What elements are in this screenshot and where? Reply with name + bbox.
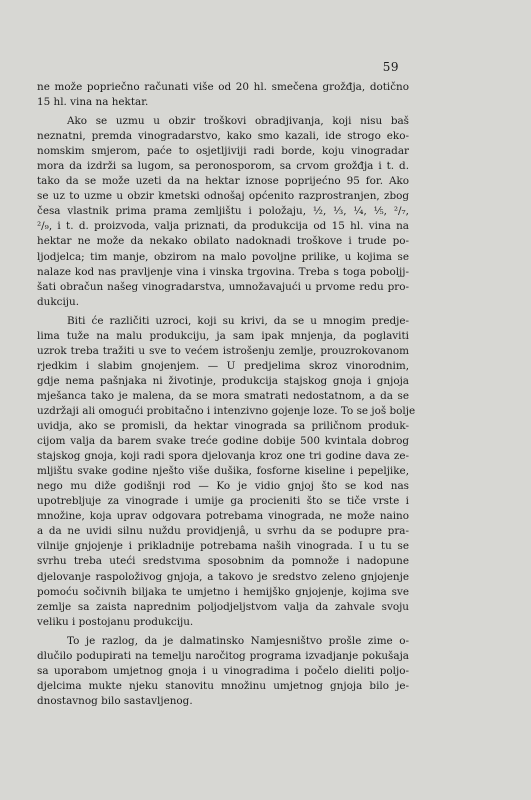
text-line: vilnije gnjojenje i prikladnije potrebama naših vinograda. I u tu se: [37, 540, 409, 553]
paragraph: [37, 80, 409, 110]
text-line: lima tuže na malu produkciju, ja sam ipak mnjenja, da poglaviti: [37, 329, 409, 342]
text-line: ne može popriečno računati više od 20 hl. smečena grožđja, dotično: [37, 81, 409, 93]
text-line: gdje nema pašnjaka ni životinje, produkcija stajskog gnoja i gnjoja: [37, 374, 409, 387]
text-line: nomskim smjerom, paće to osjetljiviji radi borde, koju vinogradar: [37, 145, 409, 158]
body-text: [37, 80, 416, 709]
text-line: šati obračun našeg vinogradarstva, umnožavajući u prvome redu pro-: [37, 280, 409, 293]
text-line: svrhu treba uteći sredstvıma sposobnim da pomnože i nadopune: [37, 555, 409, 568]
text-line: stajskog gnoja, koji radi spora djelovanja kroz one tri godine dava ze-: [37, 450, 409, 463]
text-line: neznatni, premda vinogradarstvo, kako smo kazali, ide strogo eko-: [37, 130, 409, 143]
text-line: dlučilo podupirati na temelju naročitog programa izvadjanje pokušaja: [37, 649, 409, 662]
text-line: česa vlastnik prima prama zemljištu i položaju, ½, ⅓, ¼, ⅕, ²/₇,: [37, 205, 409, 218]
text-line: pomoću sočivnih biljaka te umjetno i hemijško gnjojenje, kojima sve: [37, 585, 409, 598]
text-line: uzdržaji ali omogući probitačno i intenzivno gojenje loze. To se još bolje: [37, 404, 416, 417]
text-line: se uz to uzme u obzir kmetski odnošaj općenito razprostranjen, zbog: [37, 190, 409, 203]
paragraph: [37, 314, 416, 630]
text-line: veliku i postojanu produkciju.: [37, 615, 194, 628]
text-line: cijom valja da barem svake treće godine dobije 500 kvintala dobrog: [37, 435, 409, 448]
text-line: To je razlog, da je dalmatinsko Namjesništvo prošle zime o-: [67, 634, 409, 647]
text-line: dukciju.: [37, 295, 79, 308]
text-line: sa uporabom umjetnog gnoja i u vinogradima i počelo dieliti poljo-: [37, 664, 409, 677]
text-line: hektar ne može da nekako obilato nadoknadi troškove i trude po-: [37, 235, 409, 248]
text-line: nego mu diže godišnji rod — Ko je vidio gnjoj što se kod nas: [37, 480, 409, 493]
text-line: Biti će različiti uzroci, koji su krivi, da se u mnogim predje-: [67, 314, 409, 327]
text-line: uvidja, ako se promisli, da hektar vinograda sa priličnom produk-: [37, 420, 409, 433]
text-line: množine, koja uprav odgovara potrebama vinograda, ne može naino: [37, 510, 409, 523]
text-line: a da ne uvidi silnu nuždu providjenjâ, u svrhu da se podupre pra-: [37, 525, 409, 538]
text-line: uzrok treba tražiti u sve to većem istrošenju zemlje, prouzrokovanom: [37, 344, 409, 357]
paragraph: [37, 114, 409, 310]
text-line: zemlje sa zaista naprednim poljodjeljstvom valja da zahvale svoju: [37, 600, 409, 613]
text-line: djelovanje raspoloživog gnjoja, a takovo je sredstvo zeleno gnjojenje: [37, 570, 409, 583]
page-number: 59: [382, 60, 399, 74]
text-line: mješanca tako je malena, da se mora smatrati nedostatnom, a da se: [37, 389, 409, 402]
text-line: dnostavnog bilo sastavljenog.: [37, 694, 193, 707]
text-line: upotrebljuje za vinograde i umije ga procieniti što se tiče vrste i: [37, 495, 409, 508]
text-line: rjedkim i slabim gnojenjem. — U predjelima skroz vinorodnim,: [37, 359, 409, 372]
text-line: mljištu svake godine nješto više dušika, fosforne kiseline i pepeljike,: [37, 465, 409, 478]
text-line: 15 hl. vina na hektar.: [37, 96, 149, 109]
paragraph: [37, 634, 409, 709]
text-line: Ako se uzmu u obzir troškovi obradjivanja, koji nisu baš: [67, 115, 409, 128]
text-line: ²/₉, i t. d. proizvoda, valja priznati, da produkcija od 15 hl. vina na: [37, 220, 409, 233]
text-line: tako da se može uzeti da na hektar iznose poprijećno 95 for. Ako: [37, 175, 409, 188]
text-line: mora da izdrži sa lugom, sa peronosporom, sa crvom grožđja i t. d.: [37, 160, 409, 173]
text-line: ljodjelca; tim manje, obzirom na malo povoljne prilike, u kojima se: [37, 250, 409, 263]
text-line: nalaze kod nas pravljenje vina i vinska trgovina. Treba s toga poboljj-: [37, 265, 409, 278]
text-line: djelcima mukte njeku stanovitu množinu umjetnog gnjoja bilo je-: [37, 679, 409, 692]
